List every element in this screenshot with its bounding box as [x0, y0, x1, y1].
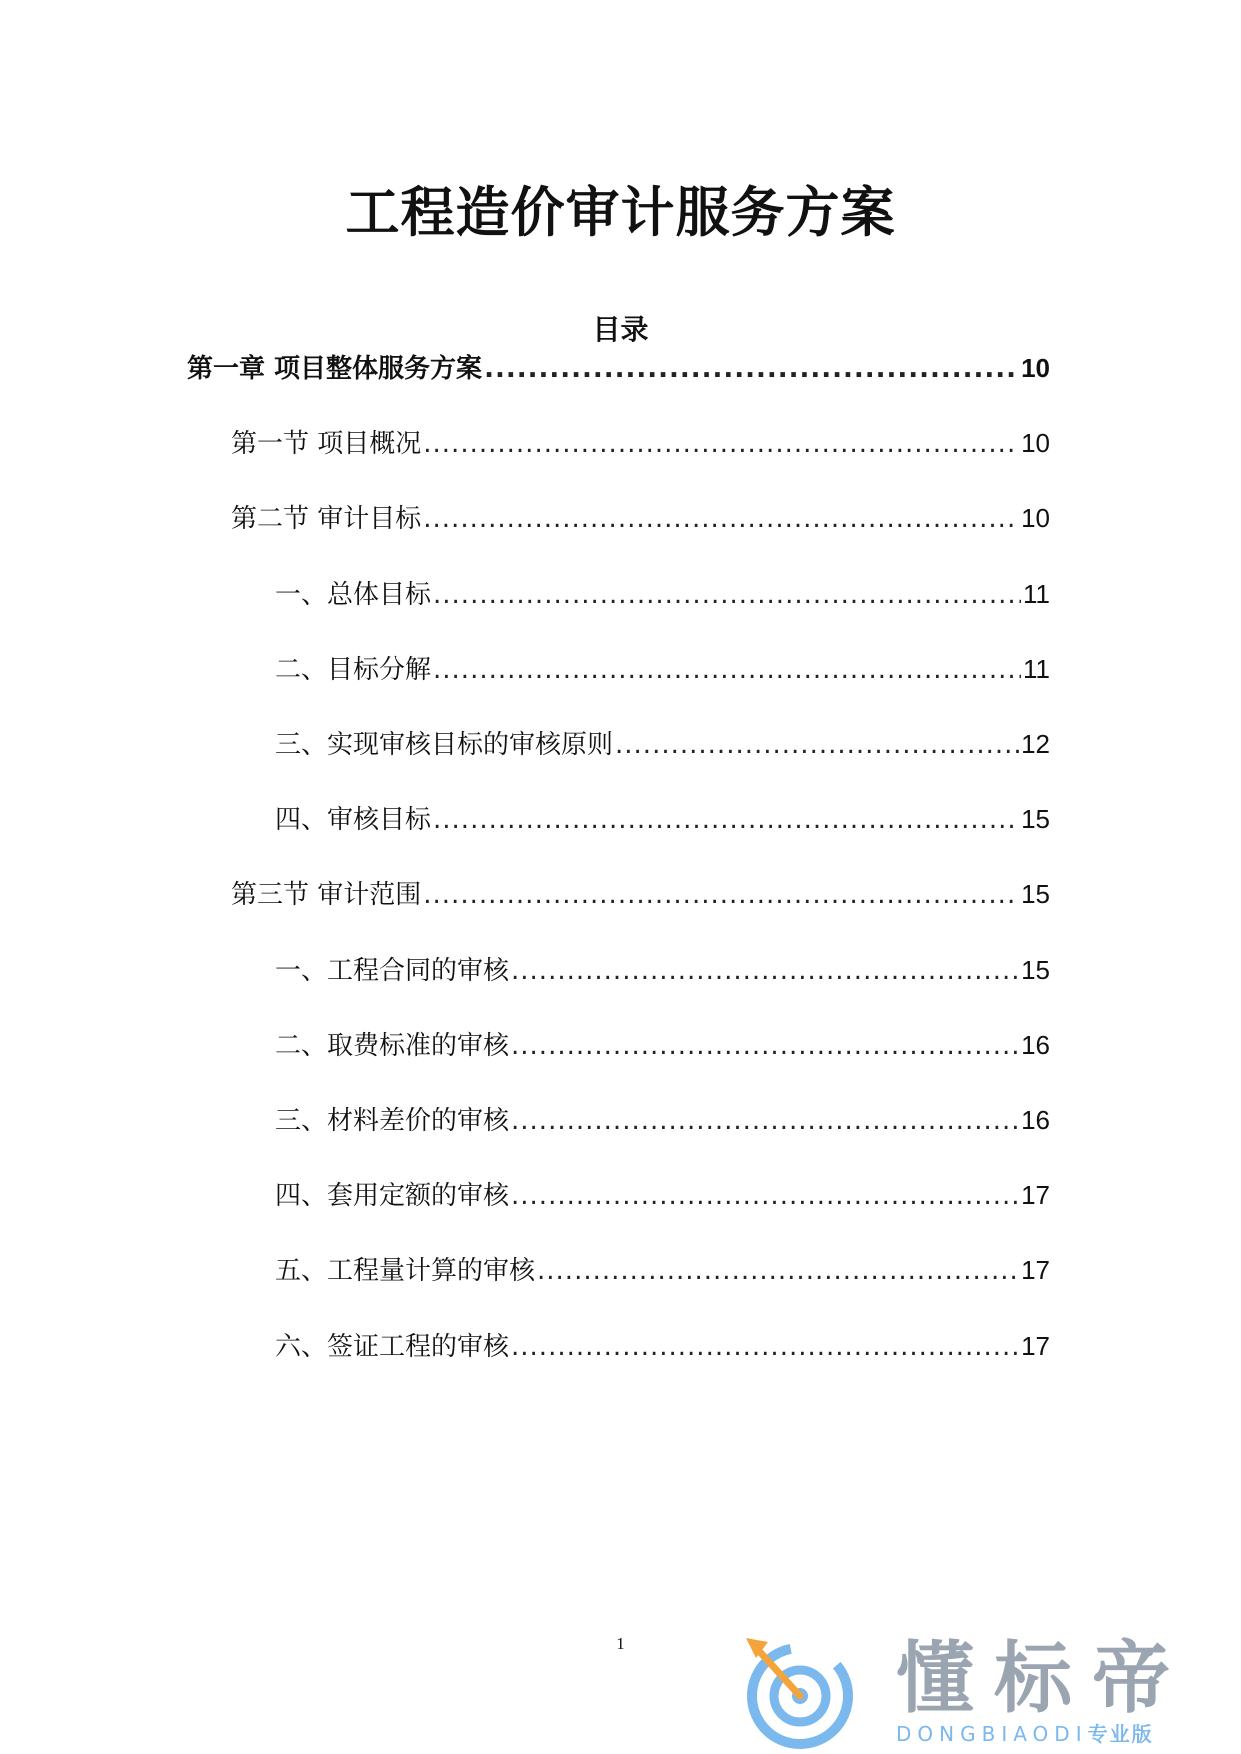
toc-entry[interactable] [275, 1102, 1050, 1138]
toc-dot-leader [433, 652, 1021, 688]
toc-dot-leader [423, 877, 1019, 913]
toc-entry[interactable] [275, 952, 1050, 988]
target-dart-icon [738, 1628, 863, 1753]
toc-entry-page: 17 [1021, 1180, 1050, 1210]
toc-entry[interactable] [231, 425, 1050, 461]
toc-entry-label: 一、工程合同的审核 [275, 956, 510, 986]
toc-entry-page: 16 [1021, 1105, 1050, 1135]
toc-entry-page: 17 [1021, 1255, 1050, 1285]
toc-dot-leader [537, 1253, 1019, 1289]
toc-dot-leader [511, 1103, 1019, 1139]
toc-entry-page: 10 [1021, 353, 1050, 383]
toc-entry-label: 四、套用定额的审核 [275, 1181, 510, 1211]
toc-entry-page: 11 [1023, 579, 1050, 609]
toc-heading: 目录 [592, 313, 649, 346]
toc-entry[interactable] [275, 1252, 1050, 1288]
toc-entry-label: 一、总体目标 [275, 580, 432, 610]
toc-entry[interactable] [231, 500, 1050, 536]
toc-entry-page: 10 [1021, 503, 1050, 533]
toc-entry-label: 二、目标分解 [275, 655, 432, 685]
toc-entry-page: 15 [1021, 955, 1050, 985]
toc-dot-leader [423, 426, 1019, 462]
toc-entry-page: 15 [1021, 879, 1050, 909]
toc-dot-leader [511, 1178, 1019, 1214]
toc-entry-label: 三、材料差价的审核 [275, 1106, 510, 1136]
watermark-brand-name: 懂标帝 [896, 1634, 1191, 1724]
toc-entry[interactable] [275, 1177, 1050, 1213]
toc-dot-leader [511, 1028, 1019, 1064]
toc-dot-leader [615, 727, 1019, 763]
toc-entry-page: 16 [1021, 1030, 1050, 1060]
toc-entry-page: 17 [1021, 1331, 1050, 1361]
toc-entry[interactable] [275, 726, 1050, 762]
toc-entry[interactable] [275, 576, 1050, 612]
toc-entry-label: 二、取费标准的审核 [275, 1031, 510, 1061]
toc-entry-label: 四、审核目标 [275, 805, 432, 835]
toc-entry[interactable] [275, 1027, 1050, 1063]
toc-entry-page: 15 [1021, 804, 1050, 834]
toc-entry-label: 第二节 审计目标 [231, 504, 422, 534]
toc-entry[interactable] [231, 876, 1050, 912]
toc-entry-page: 11 [1023, 654, 1050, 684]
toc-dot-leader [511, 1329, 1019, 1365]
toc-dot-leader [511, 953, 1019, 989]
toc-entry-label: 第三节 审计范围 [231, 880, 422, 910]
toc-entry[interactable] [275, 651, 1050, 687]
toc-entry-page: 12 [1021, 729, 1050, 759]
toc-entry-label: 三、实现审核目标的审核原则 [275, 730, 614, 760]
toc-entry[interactable] [275, 1328, 1050, 1364]
toc-entry-label: 六、签证工程的审核 [275, 1332, 510, 1362]
toc-dot-leader [433, 802, 1019, 838]
watermark-subtitle [896, 1722, 1154, 1746]
toc-dot-leader [433, 577, 1021, 613]
toc-dot-leader [484, 351, 1019, 387]
watermark [738, 1628, 1208, 1748]
toc-entry-label: 第一节 项目概况 [231, 429, 422, 459]
toc-entry-page: 10 [1021, 428, 1050, 458]
toc-entry[interactable] [275, 801, 1050, 837]
toc-entry-label: 五、工程量计算的审核 [275, 1256, 536, 1286]
watermark-edition: 专业版 [1087, 1722, 1154, 1746]
page-number: 1 [616, 1634, 625, 1653]
toc-entry[interactable] [187, 350, 1050, 386]
toc-entry-label: 第一章 项目整体服务方案 [187, 354, 483, 384]
toc-dot-leader [423, 501, 1019, 537]
watermark-pinyin: DONGBIAODI [896, 1722, 1088, 1746]
document-title: 工程造价审计服务方案 [345, 181, 896, 244]
